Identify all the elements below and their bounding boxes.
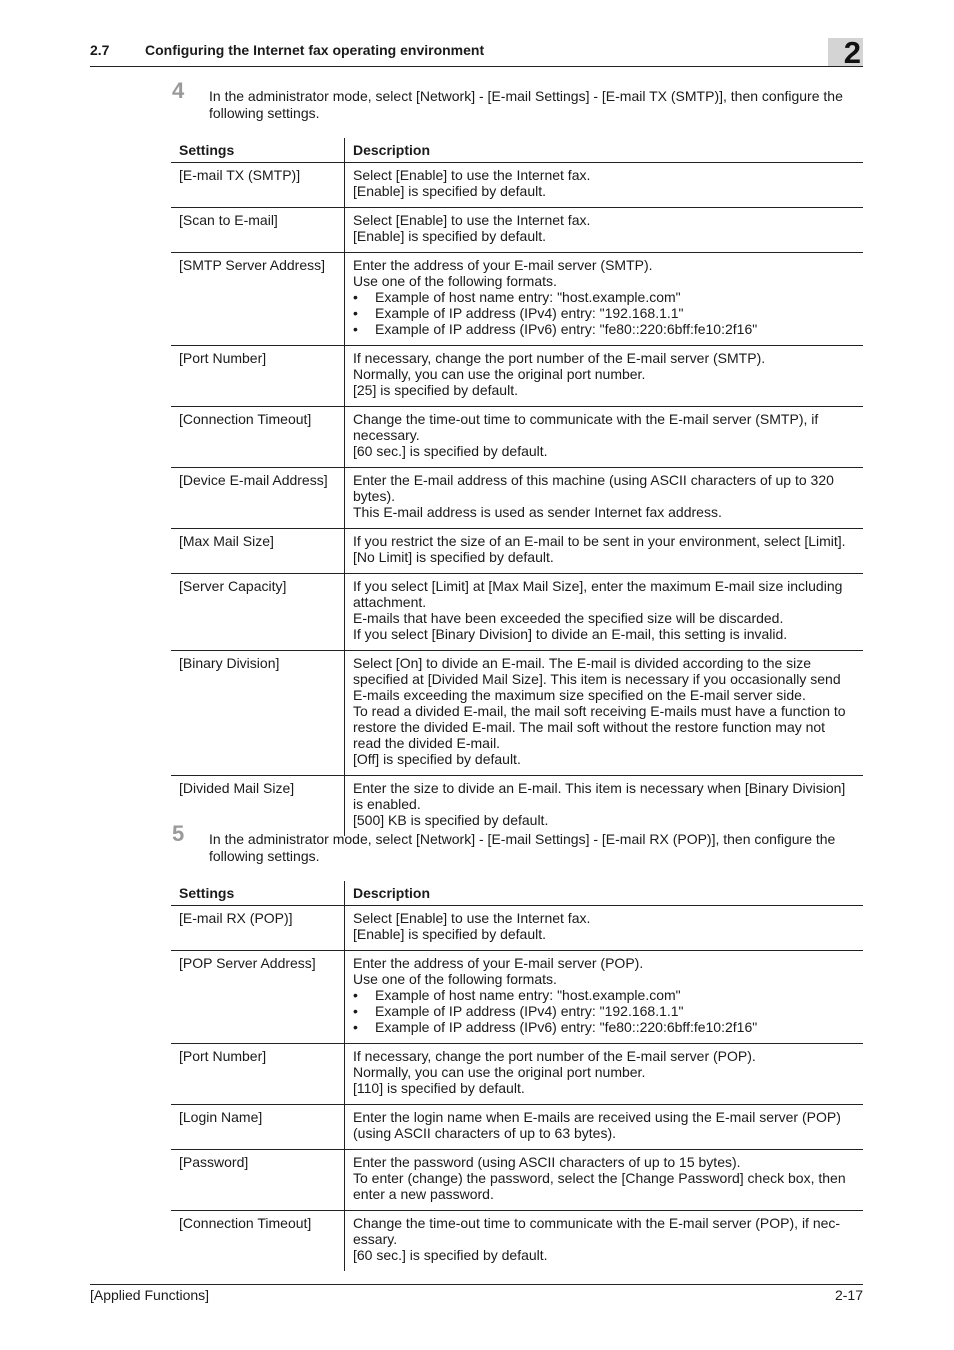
setting-name: [Device E-mail Address] [171,468,345,529]
description-bullet: • Example of host name entry: "host.example.com" [353,987,855,1003]
description-line: E-mails that have been exceeded the specified size will be discarded. [353,610,784,626]
setting-name: [E-mail TX (SMTP)] [171,163,345,208]
setting-name: [Binary Division] [171,651,345,776]
setting-description [345,951,864,1044]
table-row [171,1150,863,1211]
description-line: Change the time-out time to communicate with the E-mail server (POP), if nec-essary. [353,1215,841,1247]
page-footer [90,1284,863,1303]
setting-name: [E-mail RX (POP)] [171,906,345,951]
description-line: Normally, you can use the original port number. [353,366,646,382]
description-bullet: • Example of IP address (IPv6) entry: "fe80::220:6bff:fe10:2f16" [353,321,855,337]
page-header [90,35,863,70]
description-line: Select [Enable] to use the Internet fax. [353,212,591,228]
setting-description [345,776,864,837]
description-line: Enter the address of your E-mail server (POP). [353,955,644,971]
description-line: Normally, you can use the original port number. [353,1064,646,1080]
table-row [171,346,863,407]
description-line: To enter (change) the password, select the [Change Password] check box, then enter a new password. [353,1170,846,1202]
description-line: Enter the address of your E-mail server (SMTP). [353,257,653,273]
table-row [171,529,863,574]
description-line: If necessary, change the port number of the E-mail server (POP). [353,1048,756,1064]
section-number: 2.7 [90,42,110,58]
step-number: 5 [172,821,185,846]
table-row [171,163,863,208]
setting-description [345,906,864,951]
column-header-settings: Settings [171,138,345,163]
table-row [171,1105,863,1150]
description-line: To read a divided E-mail, the mail soft receiving E-mails must have a function to restore the divided E-mail. The mail soft without the restore function may not read the divided E-mail. [353,703,846,751]
description-bullet: • Example of IP address (IPv4) entry: "192.168.1.1" [353,305,855,321]
step-number: 4 [172,78,185,103]
setting-description [345,651,864,776]
description-line: Use one of the following formats. [353,273,557,289]
setting-description [345,574,864,651]
table-row [171,906,863,951]
setting-name: [Login Name] [171,1105,345,1150]
description-line: Change the time-out time to communicate with the E-mail server (SMTP), if necessary. [353,411,819,443]
step-instruction: In the administrator mode, select [Network] - [E-mail Settings] - [E-mail RX (POP)], then configure the following settings. [209,831,836,864]
description-line: Enter the password (using ASCII characters of up to 15 bytes). [353,1154,741,1170]
description-line: [60 sec.] is specified by default. [353,443,548,459]
setting-description [345,468,864,529]
setting-name: [POP Server Address] [171,951,345,1044]
description-line: Enter the login name when E-mails are received using the E-mail server (POP) (using ASCII characters of up to 63 bytes). [353,1109,841,1141]
column-header-description: Description [345,881,864,906]
description-line: [60 sec.] is specified by default. [353,1247,548,1263]
setting-description [345,208,864,253]
table-header-row [171,881,863,906]
setting-description [345,163,864,208]
table-row [171,574,863,651]
table-row [171,651,863,776]
setting-description [345,1150,864,1211]
setting-description [345,346,864,407]
page-number: 2-17 [834,1287,863,1303]
table-row [171,1044,863,1105]
column-header-settings: Settings [171,881,345,906]
description-line: [500] KB is specified by default. [353,812,549,828]
table-row [171,407,863,468]
chapter-number: 2 [843,35,861,70]
column-header-description: Description [345,138,864,163]
setting-name: [Port Number] [171,1044,345,1105]
table-row [171,951,863,1044]
footer-manual-title: [Applied Functions] [90,1287,210,1303]
setting-description [345,1105,864,1150]
description-bullet: • Example of IP address (IPv4) entry: "192.168.1.1" [353,1003,855,1019]
setting-name: [Divided Mail Size] [171,776,345,837]
setting-name: [Connection Timeout] [171,407,345,468]
setting-name: [Connection Timeout] [171,1211,345,1272]
description-line: Enter the size to divide an E-mail. This item is necessary when [Binary Division] is enabled. [353,780,846,812]
description-bullet: • Example of IP address (IPv6) entry: "fe80::220:6bff:fe10:2f16" [353,1019,855,1035]
setting-name: [Scan to E-mail] [171,208,345,253]
description-line: This E-mail address is used as sender Internet fax address. [353,504,722,520]
description-line: [Enable] is specified by default. [353,228,547,244]
table-row [171,776,863,837]
table-row [171,208,863,253]
setting-description [345,407,864,468]
description-line: [110] is specified by default. [353,1080,525,1096]
pop-settings-table [171,881,863,1271]
table-row [171,253,863,346]
description-line: If you restrict the size of an E-mail to be sent in your environment, select [Limit]. [353,533,846,549]
setting-name: [SMTP Server Address] [171,253,345,346]
setting-name: [Server Capacity] [171,574,345,651]
description-line: [25] is specified by default. [353,382,518,398]
description-line: Select [On] to divide an E-mail. The E-mail is divided according to the size specified at [Divided Mail Size]. This item is necessary if you occasionally send E-mails exceeding the maximum size specified on the E-mail server side. [353,655,841,703]
description-line: Select [Enable] to use the Internet fax. [353,167,591,183]
setting-name: [Port Number] [171,346,345,407]
description-line: [Enable] is specified by default. [353,926,547,942]
description-line: [No Limit] is specified by default. [353,549,554,565]
table-header-row [171,138,863,163]
setting-description [345,253,864,346]
setting-description [345,1044,864,1105]
chapter-badge [828,35,863,70]
description-bullet: • Example of host name entry: "host.example.com" [353,289,855,305]
table-row [171,1211,863,1272]
step-instruction: In the administrator mode, select [Network] - [E-mail Settings] - [E-mail TX (SMTP)], then configure the following settings. [209,88,843,121]
section-title: Configuring the Internet fax operating environment [145,42,485,58]
description-line: Enter the E-mail address of this machine (using ASCII characters of up to 320 bytes). [353,472,834,504]
description-line: If necessary, change the port number of the E-mail server (SMTP). [353,350,766,366]
setting-name: [Max Mail Size] [171,529,345,574]
description-line: If you select [Binary Division] to divide an E-mail, this setting is invalid. [353,626,788,642]
smtp-settings-table [171,138,863,836]
description-line: [Off] is specified by default. [353,751,521,767]
description-line: Use one of the following formats. [353,971,557,987]
setting-description [345,1211,864,1272]
description-line: Select [Enable] to use the Internet fax. [353,910,591,926]
setting-description [345,529,864,574]
table-row [171,468,863,529]
description-line: If you select [Limit] at [Max Mail Size], enter the maximum E-mail size including attachment. [353,578,843,610]
description-line: [Enable] is specified by default. [353,183,547,199]
setting-name: [Password] [171,1150,345,1211]
